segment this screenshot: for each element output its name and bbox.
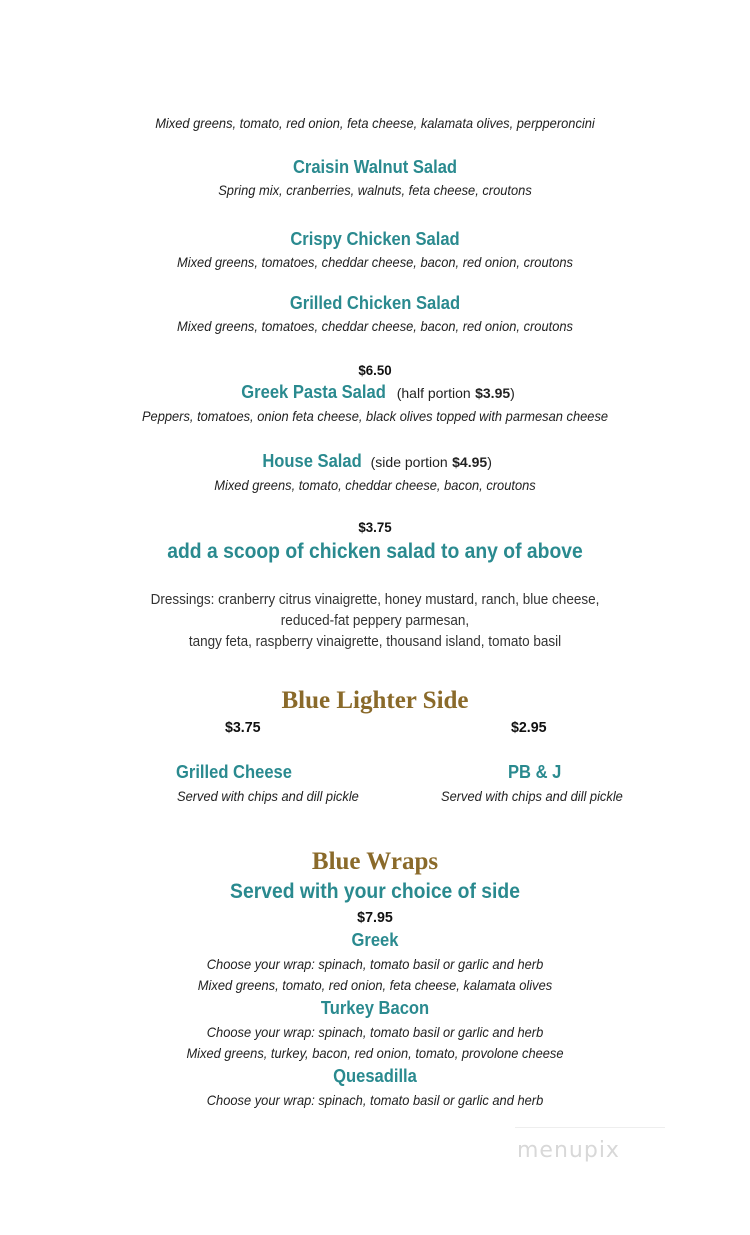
greek-pasta-salad-name: Greek Pasta Salad [241, 382, 386, 402]
pbj-description: Served with chips and dill pickle [441, 788, 623, 804]
chicken-salad-addon-price: $3.75 [358, 519, 392, 535]
house-salad-heading [0, 451, 750, 472]
dressings-line-1: Dressings: cranberry citrus vinaigrette, honey mustard, ranch, blue cheese, [150, 591, 600, 608]
greek-wrap-name: Greek [351, 930, 399, 950]
chicken-salad-addon-text: add a scoop of chicken salad to any of above [167, 540, 583, 563]
greek-pasta-salad-price: $6.50 [358, 362, 392, 378]
dressings-line-2: reduced-fat peppery parmesan, [280, 612, 470, 629]
grilled-chicken-salad-description: Mixed greens, tomatoes, cheddar cheese, bacon, red onion, croutons [177, 318, 573, 334]
lighter-side-title: Blue Lighter Side [281, 687, 469, 714]
pbj-name: PB & J [508, 762, 562, 782]
greek-pasta-salad-heading [0, 382, 750, 403]
house-salad-side-portion-price: $4.95 [452, 454, 488, 470]
turkey-bacon-wrap-line-1: Choose your wrap: spinach, tomato basil or garlic and herb [206, 1024, 544, 1040]
craisin-walnut-salad-description: Spring mix, cranberries, walnuts, feta cheese, croutons [218, 182, 532, 198]
quesadilla-wrap-name: Quesadilla [333, 1066, 417, 1086]
turkey-bacon-wrap-name: Turkey Bacon [320, 998, 430, 1018]
grilled-cheese-description: Served with chips and dill pickle [177, 788, 359, 804]
greek-pasta-half-portion-label: (half portion [396, 385, 471, 401]
wraps-title: Blue Wraps [311, 848, 439, 875]
greek-salad-description: Mixed greens, tomato, red onion, feta cheese, kalamata olives, perpperoncini [155, 115, 595, 131]
watermark-rule [515, 1127, 665, 1128]
greek-wrap-line-2: Mixed greens, tomato, red onion, feta cheese, kalamata olives [197, 977, 553, 993]
wraps-subtitle: Served with your choice of side [230, 880, 520, 903]
crispy-chicken-salad-name: Crispy Chicken Salad [290, 229, 460, 249]
house-salad-description: Mixed greens, tomato, cheddar cheese, bacon, croutons [214, 477, 536, 493]
house-salad-portion-close: ) [487, 454, 492, 470]
dressings-line-3: tangy feta, raspberry vinaigrette, thousand island, tomato basil [188, 633, 562, 650]
greek-pasta-salad-description: Peppers, tomatoes, onion feta cheese, black olives topped with parmesan cheese [141, 408, 609, 424]
crispy-chicken-salad-description: Mixed greens, tomatoes, cheddar cheese, bacon, red onion, croutons [177, 254, 573, 270]
grilled-cheese-price: $3.75 [224, 719, 261, 736]
craisin-walnut-salad-name: Craisin Walnut Salad [292, 157, 458, 177]
turkey-bacon-wrap-line-2: Mixed greens, turkey, bacon, red onion, tomato, provolone cheese [186, 1045, 564, 1061]
wraps-price: $7.95 [357, 909, 393, 926]
grilled-chicken-salad-name: Grilled Chicken Salad [289, 293, 461, 313]
pbj-price: $2.95 [510, 719, 547, 736]
house-salad-name: House Salad [262, 451, 362, 471]
menupix-watermark: menupix [517, 1138, 620, 1163]
greek-pasta-portion-close: ) [510, 385, 515, 401]
grilled-cheese-name: Grilled Cheese [176, 762, 292, 782]
greek-wrap-line-1: Choose your wrap: spinach, tomato basil or garlic and herb [206, 956, 544, 972]
greek-pasta-half-portion-price: $3.95 [475, 385, 511, 401]
house-salad-side-portion-label: (side portion [370, 454, 448, 470]
quesadilla-wrap-line-1: Choose your wrap: spinach, tomato basil or garlic and herb [206, 1092, 544, 1108]
